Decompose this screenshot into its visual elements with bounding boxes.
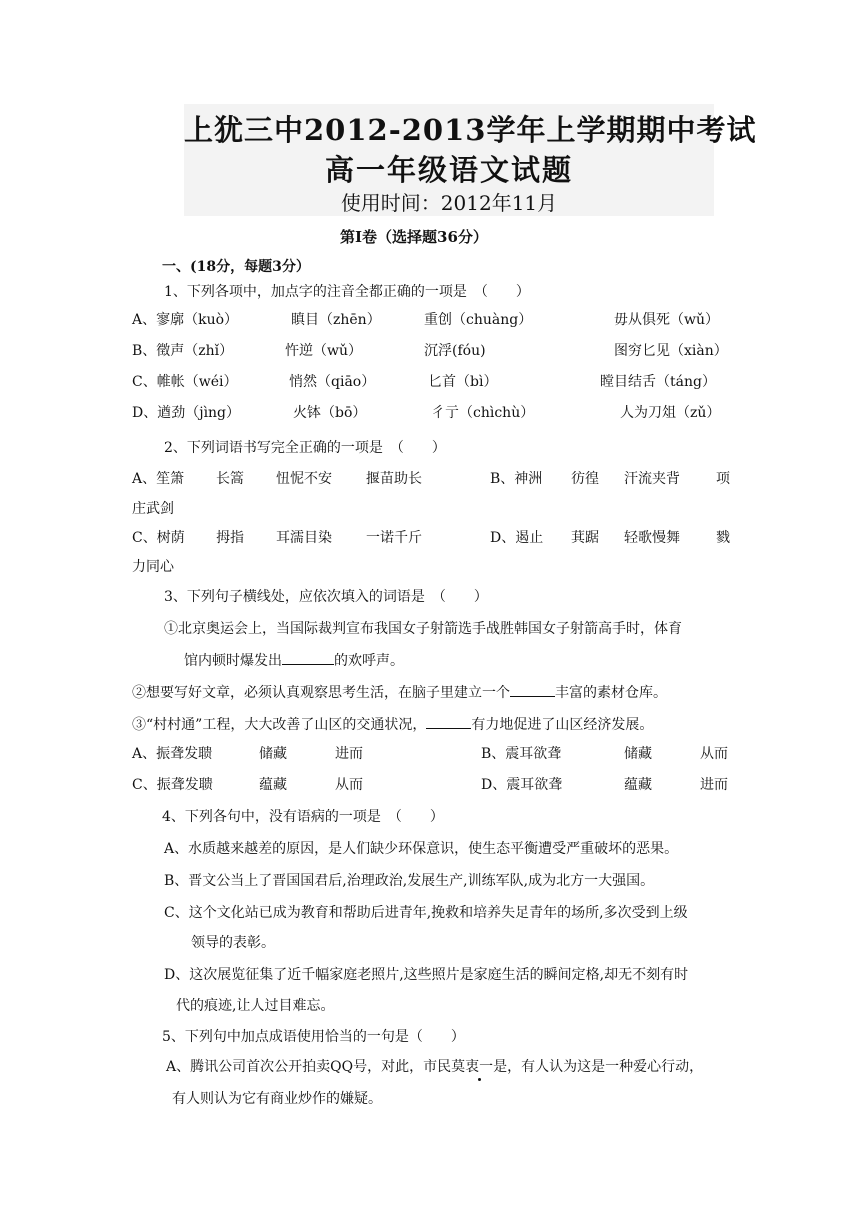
q3-s3-pre: ③“村村通”工程，大大改善了山区的交通状况， — [132, 717, 427, 733]
q2-b-4: 项 — [716, 471, 730, 487]
q1-option-c-1: C、帷帐（wéi） — [132, 374, 238, 390]
q3-sentence-1-line-2 — [184, 652, 404, 670]
q4-option-c-line-1: C、这个文化站已成为教育和帮助后进青年,挽救和培养失足青年的场所,多次受到上级 — [164, 905, 688, 921]
usage-time: 使用时间：2012年11月 — [340, 191, 558, 215]
q3-option-d-word2: 蕴藏 — [624, 777, 652, 793]
q3-blank-2 — [510, 684, 555, 697]
q2-d-1: D、遏止 — [490, 530, 544, 546]
q1-option-a-1: A、寥廓（kuò） — [132, 312, 239, 328]
q1-option-a-3: 重创（chuàng） — [424, 312, 533, 328]
q1-option-c-2: 悄然（qiāo） — [289, 374, 376, 390]
q5-option-a-line-1 — [166, 1058, 703, 1076]
q3-option-c-word3: 从而 — [335, 777, 363, 793]
q1-option-b-3: 沉浮(fóu) — [424, 343, 486, 359]
q3-blank-3 — [426, 716, 471, 729]
q4-option-c-line-2: 领导的表彰。 — [191, 935, 275, 951]
q3-option-b-word2: 储藏 — [624, 746, 652, 762]
q3-option-a-word3: 进而 — [335, 746, 363, 762]
q2-d-4: 戮 — [716, 530, 730, 546]
q2-a-2: 长篙 — [216, 471, 244, 487]
q1-option-b-2: 忤逆（wǔ） — [285, 343, 362, 359]
q3-stem: 3、下列句子横线处，应依次填入的词语是 （ ） — [164, 589, 488, 605]
exam-title: 上犹三中2012-2013学年上学期期中考试 — [184, 113, 757, 147]
q1-stem: 1、下列各项中，加点字的注音全都正确的一项是 （ ） — [164, 284, 530, 300]
q3-option-a: A、振聋发聩 — [132, 746, 213, 762]
q3-option-d-word3: 进而 — [700, 777, 728, 793]
q1-option-d-3: 彳亍（chìchù） — [431, 405, 535, 421]
q2-b-cont: 庄武剑 — [132, 501, 174, 517]
q3-option-c: C、振聋发聩 — [132, 777, 213, 793]
q3-s1-post: 的欢呼声。 — [334, 653, 404, 669]
q5-idiom-dotted: 莫衷一是 — [451, 1059, 508, 1075]
q3-s2-pre: ②想要写好文章，必须认真观察思考生活，在脑子里建立一个 — [132, 685, 510, 701]
q3-option-b-word3: 从而 — [700, 746, 728, 762]
q2-a-3: 忸怩不安 — [276, 471, 332, 487]
q2-d-2: 萁踞 — [571, 530, 599, 546]
q2-c-4: 一诺千斤 — [366, 530, 422, 546]
q3-sentence-2 — [132, 684, 667, 702]
q2-b-1: B、神洲 — [490, 471, 543, 487]
exam-subtitle: 高一年级语文试题 — [324, 153, 573, 187]
q4-option-b: B、晋文公当上了晋国国君后,治理政治,发展生产,训练军队,成为北方一大强国。 — [164, 873, 655, 889]
q3-sentence-1-line-1: ①北京奥运会上，当国际裁判宣布我国女子射箭选手战胜韩国女子射箭高手时，体育 — [164, 621, 682, 637]
q5-stem: 5、下列句中加点成语使用恰当的一句是（ ） — [162, 1029, 465, 1045]
q3-option-d: D、震耳欲聋 — [481, 777, 563, 793]
q1-option-d-1: D、遒劲（jìng） — [132, 405, 241, 421]
q1-option-c-4: 瞠目结舌（táng） — [600, 374, 716, 390]
q1-option-b-4: 图穷匕见（xiàn） — [614, 343, 728, 359]
q2-a-1: A、笙箫 — [132, 471, 185, 487]
q2-a-4: 揠苗助长 — [366, 471, 422, 487]
q4-option-d-line-1: D、这次展览征集了近千幅家庭老照片,这些照片是家庭生活的瞬间定格,却无不刻有时 — [164, 967, 689, 983]
q2-b-3: 汗流夹背 — [624, 471, 680, 487]
q5-option-a-line-2: 有人则认为它有商业炒作的嫌疑。 — [172, 1091, 382, 1107]
q3-sentence-3 — [132, 716, 653, 734]
q1-option-b-1: B、徵声（zhǐ） — [132, 343, 234, 359]
q3-s1-pre: 馆内顿时爆发出 — [184, 653, 282, 669]
q4-option-d-line-2: 代的痕迹,让人过目难忘。 — [176, 998, 335, 1014]
q2-d-3: 轻歌慢舞 — [624, 530, 680, 546]
section-heading: 第Ⅰ卷（选择题36分） — [340, 228, 488, 246]
q3-option-a-word2: 储藏 — [259, 746, 287, 762]
q1-option-d-4: 人为刀俎（zǔ） — [620, 405, 721, 421]
q3-option-b: B、震耳欲聋 — [481, 746, 562, 762]
q5-a-pre: A、腾讯公司首次公开拍卖QQ号，对此，市民 — [166, 1059, 452, 1075]
q5-a-post: ，有人认为这是一种爱心行动， — [507, 1059, 704, 1075]
q2-c-2: 拇指 — [216, 530, 244, 546]
q2-c-3: 耳濡目染 — [276, 530, 332, 546]
part-title: 一、(18分，每题3分） — [162, 259, 310, 275]
exam-header — [184, 104, 757, 216]
q1-option-c-3: 匕首（bì） — [428, 374, 498, 390]
q4-option-a: A、水质越来越差的原因，是人们缺少环保意识，使生态平衡遭受严重破坏的恶果。 — [164, 841, 679, 857]
q1-option-d-2: 火钵（bō） — [293, 405, 367, 421]
q2-c-1: C、树荫 — [132, 530, 185, 546]
q2-stem: 2、下列词语书写完全正确的一项是 （ ） — [164, 440, 446, 456]
q2-d-cont: 力同心 — [132, 559, 174, 575]
q2-b-2: 彷徨 — [571, 471, 599, 487]
q3-option-c-word2: 蕴藏 — [259, 777, 287, 793]
q3-blank-1 — [282, 652, 334, 665]
q3-s3-post: 有力地促进了山区经济发展。 — [471, 717, 654, 733]
q3-s2-post: 丰富的素材仓库。 — [555, 685, 667, 701]
q1-option-a-2: 瞋目（zhēn） — [291, 312, 381, 328]
q1-option-a-4: 毋从俱死（wǔ） — [614, 312, 719, 328]
q4-stem: 4、下列各句中，没有语病的一项是 （ ） — [162, 809, 444, 825]
